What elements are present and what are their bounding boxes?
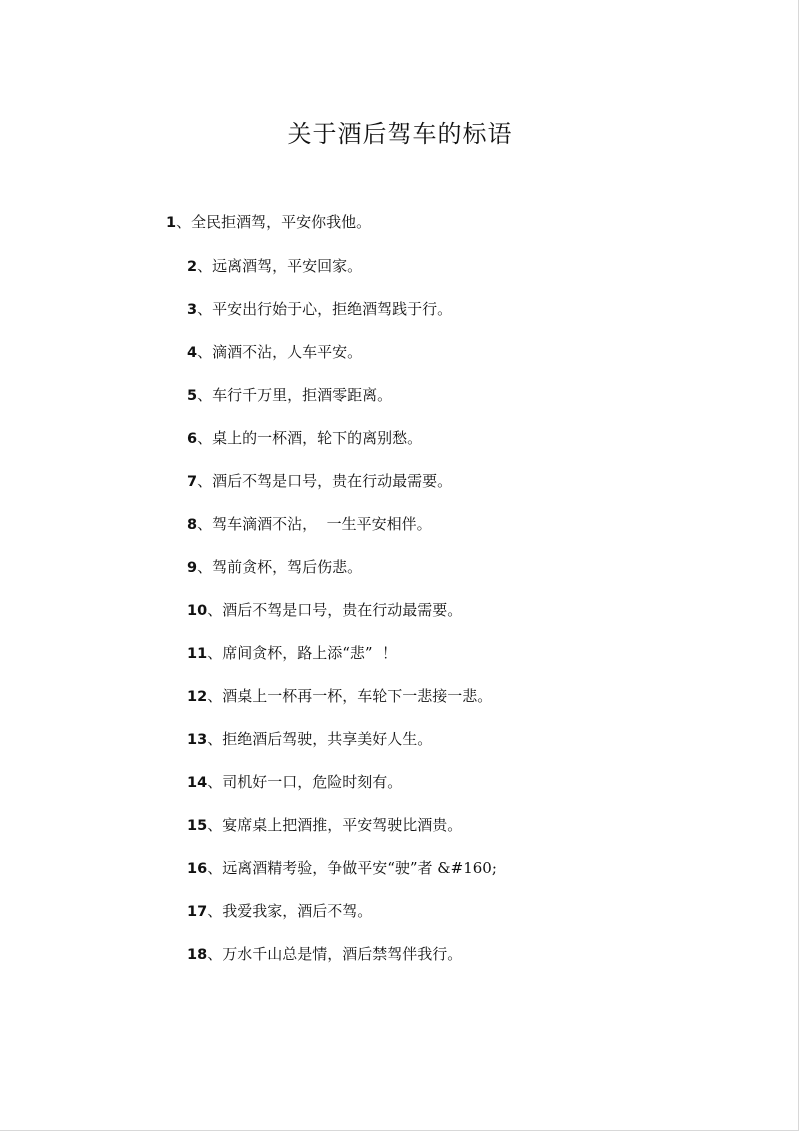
list-item <box>187 728 432 751</box>
list-item <box>187 771 402 794</box>
list-item <box>187 685 492 708</box>
item-text: 、远离酒驾，平安回家。 <box>197 257 363 275</box>
item-number: 2 <box>187 259 198 275</box>
list-item <box>187 599 462 622</box>
item-text: 、万水千山总是情，酒后禁驾伴我行。 <box>207 945 463 963</box>
item-number: 3 <box>187 302 198 318</box>
item-number: 17 <box>187 904 208 920</box>
item-number: 4 <box>187 345 198 361</box>
item-text: 、驾车滴酒不沾， 一生平安相伴。 <box>197 515 432 533</box>
item-number: 7 <box>187 474 198 490</box>
list-item <box>187 513 432 536</box>
item-number: 10 <box>187 603 208 619</box>
item-number: 5 <box>187 388 198 404</box>
item-number: 6 <box>187 431 198 447</box>
document-title: 关于酒后驾车的标语 <box>287 120 513 148</box>
item-number: 13 <box>187 732 208 748</box>
item-number: 11 <box>187 646 208 662</box>
list-item <box>187 900 372 923</box>
list-item <box>166 211 371 234</box>
list-item <box>187 470 452 493</box>
list-item <box>187 556 362 579</box>
item-text: 、车行千万里，拒酒零距离。 <box>197 386 393 404</box>
list-item <box>187 814 462 837</box>
list-item <box>187 341 362 364</box>
list-item <box>187 857 497 880</box>
list-item <box>187 384 392 407</box>
item-text: 、司机好一口，危险时刻有。 <box>207 773 403 791</box>
item-number: 9 <box>187 560 198 576</box>
item-text: 、滴酒不沾，人车平安。 <box>197 343 363 361</box>
item-text: 、我爱我家，酒后不驾。 <box>207 902 373 920</box>
item-text: 、酒后不驾是口号，贵在行动最需要。 <box>197 472 453 490</box>
item-number: 8 <box>187 517 198 533</box>
item-number: 14 <box>187 775 208 791</box>
list-item <box>187 298 452 321</box>
item-number: 16 <box>187 861 208 877</box>
item-number: 18 <box>187 947 208 963</box>
item-text: 、酒后不驾是口号，贵在行动最需要。 <box>207 601 463 619</box>
item-text: 、酒桌上一杯再一杯，车轮下一悲接一悲。 <box>207 687 493 705</box>
item-number: 12 <box>187 689 208 705</box>
item-text: 、驾前贪杯，驾后伤悲。 <box>197 558 363 576</box>
item-text: 、平安出行始于心，拒绝酒驾践于行。 <box>197 300 453 318</box>
item-text: 、拒绝酒后驾驶，共享美好人生。 <box>207 730 433 748</box>
item-number: 15 <box>187 818 208 834</box>
item-number: 1 <box>166 215 177 231</box>
list-item <box>187 943 462 966</box>
item-text: 、宴席桌上把酒推，平安驾驶比酒贵。 <box>207 816 463 834</box>
list-item <box>187 255 362 278</box>
item-text: 、远离酒精考验，争做平安“驶”者 &#160; <box>207 859 497 877</box>
list-item <box>187 427 422 450</box>
item-text: 、全民拒酒驾，平安你我他。 <box>176 213 372 231</box>
item-text: 、桌上的一杯酒，轮下的离别愁。 <box>197 429 423 447</box>
item-text: 、席间贪杯，路上添“悲” ！ <box>207 644 398 662</box>
list-item <box>187 642 397 665</box>
